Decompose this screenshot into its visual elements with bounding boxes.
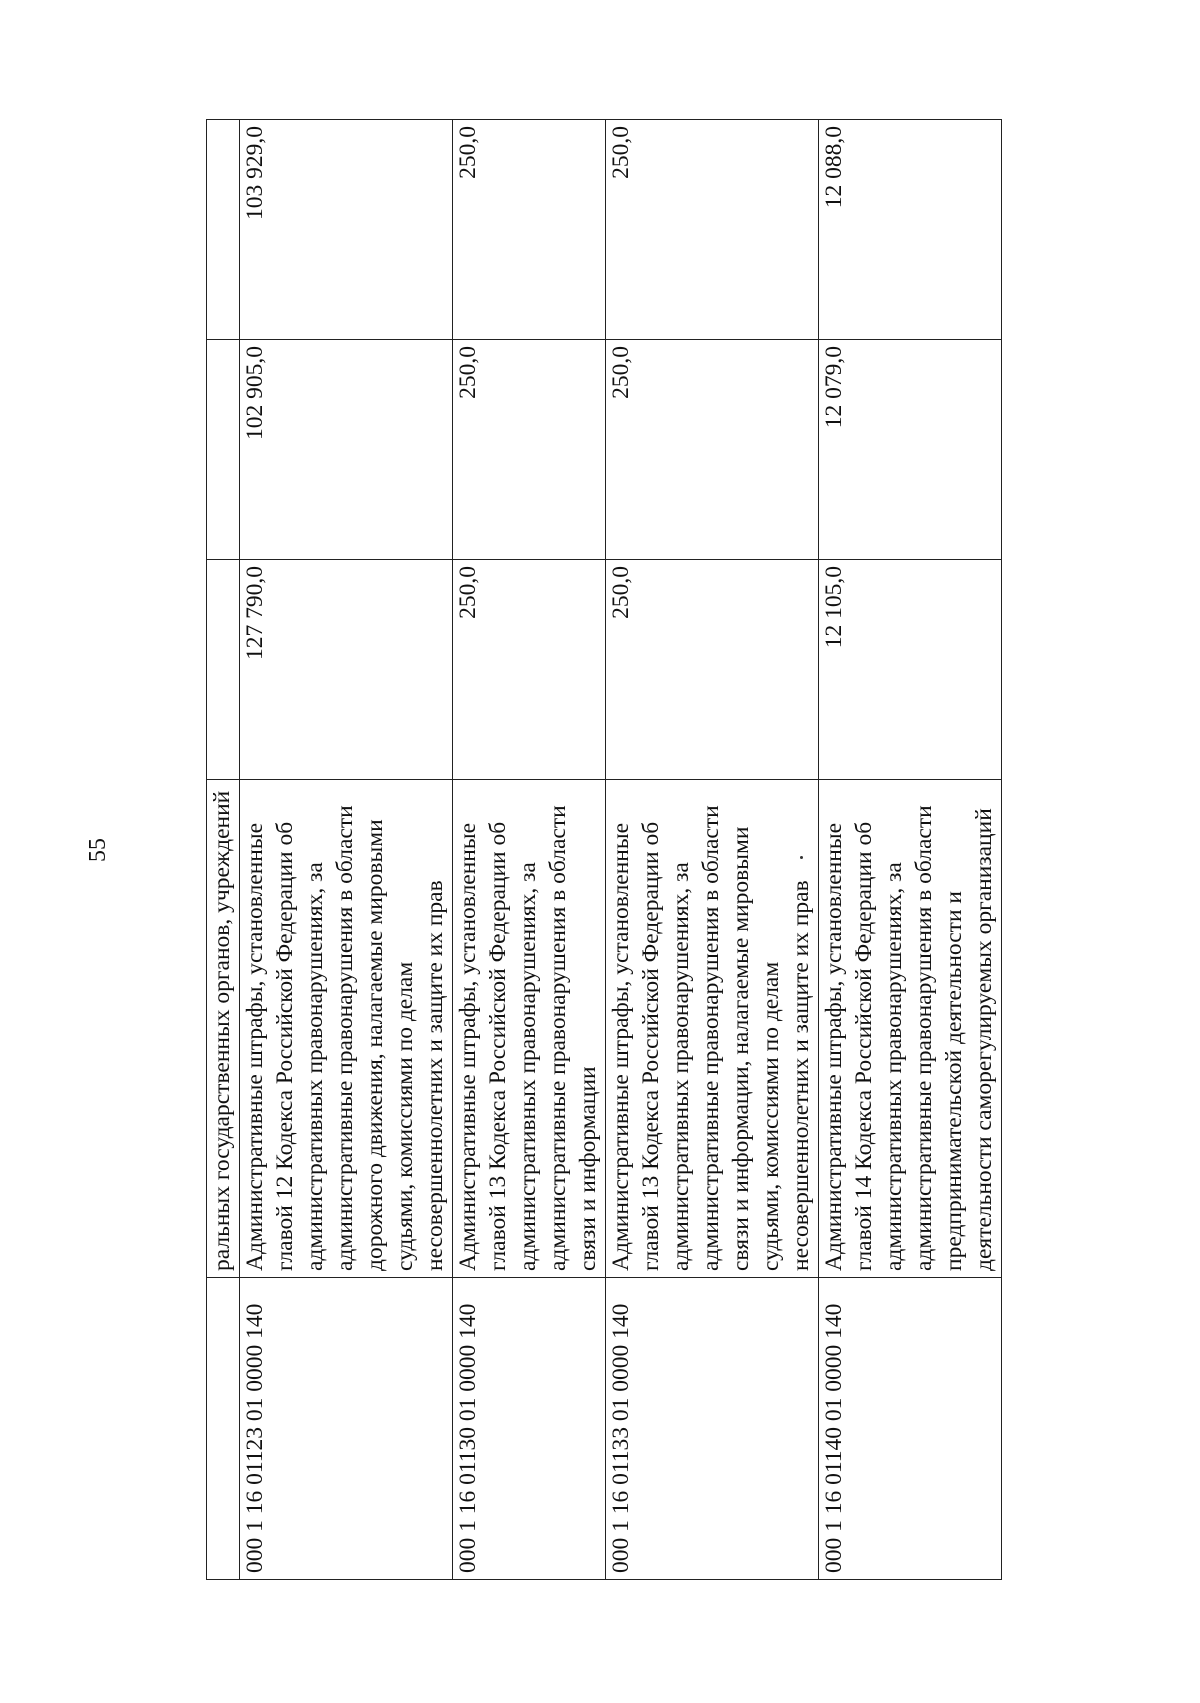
cell-code xyxy=(207,1278,240,1580)
cell-name: Административные штрафы, установленные главой 13 Кодекса Российской Федерации об административных правонарушениях, за административные правонарушения в области связи и информации, налагаемые мировыми судьями, комиссиями по делам несовершеннолетних и защите их прав xyxy=(606,780,819,1278)
cell-value-2: 102 905,0 xyxy=(240,340,453,560)
cell-name: Административные штрафы, установленные главой 13 Кодекса Российской Федерации об административных правонарушениях, за административные правонарушения в области связи и информации xyxy=(453,780,606,1278)
cell-code: 000 1 16 01133 01 0000 140 xyxy=(606,1278,819,1580)
cell-value-3 xyxy=(207,120,240,340)
table-row xyxy=(819,120,1002,1580)
cell-value-2: 12 079,0 xyxy=(819,340,1002,560)
cell-value-1: 250,0 xyxy=(606,560,819,780)
cell-value-1: 250,0 xyxy=(453,560,606,780)
cell-code: 000 1 16 01130 01 0000 140 xyxy=(453,1278,606,1580)
cell-name: Административные штрафы, установленные главой 14 Кодекса Российской Федерации об административных правонарушениях, за административные правонарушения в области предпринимательской деятельности и деятельности саморегулируемых организаций xyxy=(819,780,1002,1278)
cell-code: 000 1 16 01123 01 0000 140 xyxy=(240,1278,453,1580)
cell-value-3: 250,0 xyxy=(453,120,606,340)
rotated-table-container xyxy=(206,120,1076,1580)
cell-name: ральных государственных органов, учреждений xyxy=(207,780,240,1278)
cell-value-1 xyxy=(207,560,240,780)
revenue-table xyxy=(206,119,1002,1580)
cell-value-1: 12 105,0 xyxy=(819,560,1002,780)
cell-value-3: 103 929,0 xyxy=(240,120,453,340)
table-row xyxy=(240,120,453,1580)
cell-value-3: 250,0 xyxy=(606,120,819,340)
page-number: 55 xyxy=(85,838,111,862)
cell-value-2: 250,0 xyxy=(606,340,819,560)
cell-value-2 xyxy=(207,340,240,560)
table-row xyxy=(606,120,819,1580)
table-row xyxy=(453,120,606,1580)
cell-value-3: 12 088,0 xyxy=(819,120,1002,340)
scan-speck xyxy=(800,856,803,859)
cell-value-2: 250,0 xyxy=(453,340,606,560)
table-row-continuation xyxy=(207,120,240,1580)
cell-name: Административные штрафы, установленные главой 12 Кодекса Российской Федерации об административных правонарушениях, за административные правонарушения в области дорожного движения, налагаемые мировыми судьями, комиссиями по делам несовершеннолетних и защите их прав xyxy=(240,780,453,1278)
cell-code: 000 1 16 01140 01 0000 140 xyxy=(819,1278,1002,1580)
cell-value-1: 127 790,0 xyxy=(240,560,453,780)
